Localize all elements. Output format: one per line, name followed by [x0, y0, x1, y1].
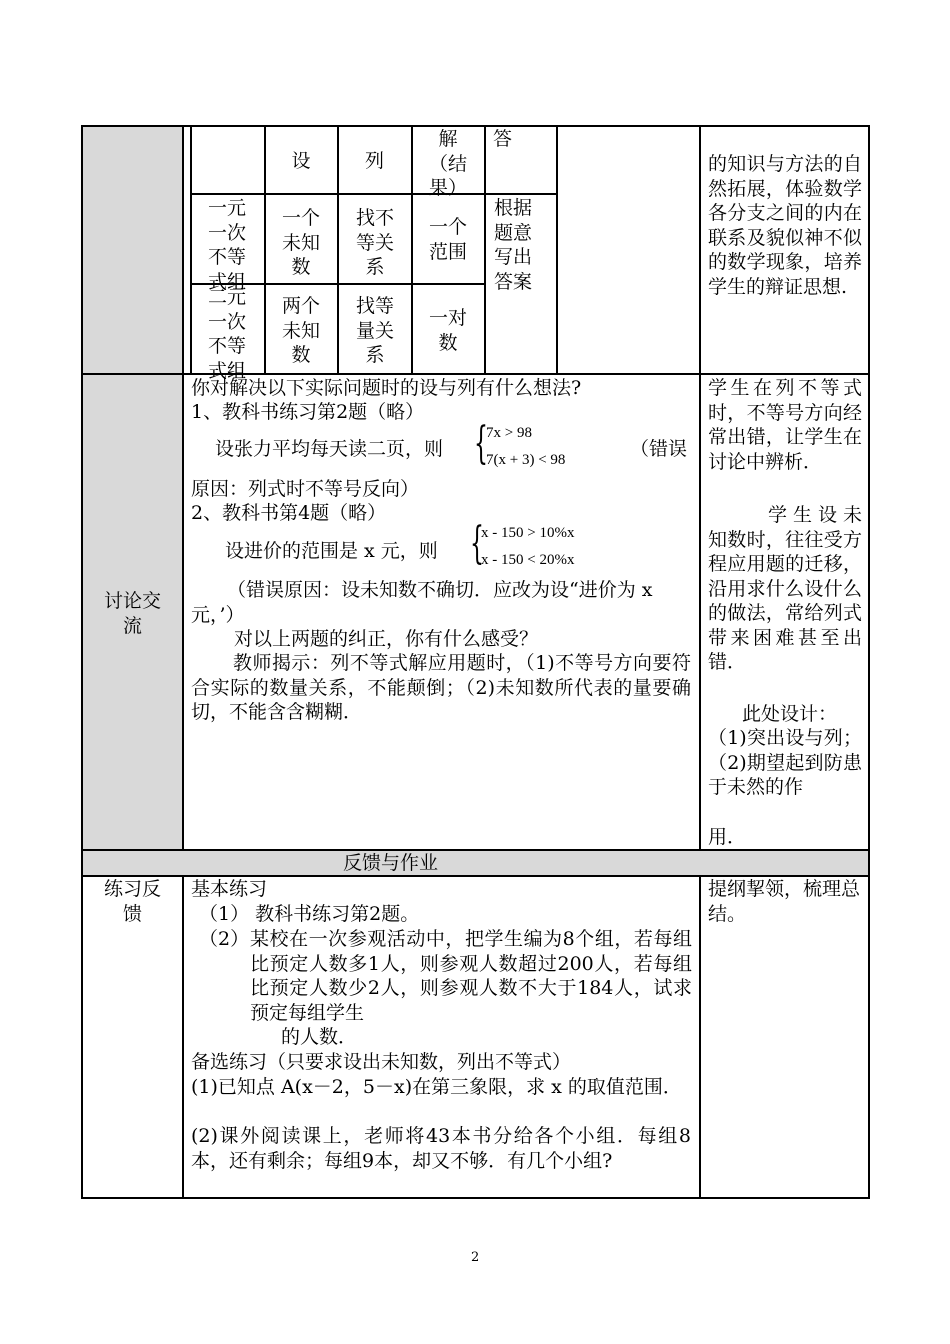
- practice-o2: (2)课外阅读课上，老师将43本书分给各个小组．每组8本，还有剩余；每组9本，却又不够．有几个小组?: [191, 1125, 691, 1172]
- discussion-question: 你对解决以下实际问题时的设与列有什么想法?: [191, 377, 582, 399]
- discussion-teacher: 教师揭示：列不等式解应用题时，（1)不等号方向要符合实际的数量关系，不能颠倒；（2)未知数所代表的量要确切，不能含含糊糊．: [191, 652, 691, 723]
- discussion-note-4: （1)突出设与列；（2)期望起到防患于未然的作: [708, 727, 862, 798]
- discussion-set1: 设张力平均每天读二页，则: [215, 438, 444, 460]
- discussion-note-3: 此处设计：: [742, 703, 838, 725]
- header-she: 设: [291, 150, 311, 172]
- row1-label: 一元一次不等式组: [207, 197, 246, 293]
- row1-she: 一个未知数: [281, 207, 320, 278]
- practice-p2-lead: （2）: [199, 928, 250, 950]
- discussion-set2: 设进价的范围是 x 元，则: [225, 540, 438, 562]
- discussion-err1b: 原因：列式时不等号反向）: [191, 478, 420, 500]
- practice-p2-tail: 的人数．: [281, 1026, 358, 1048]
- practice-basic: 基本练习: [191, 878, 268, 900]
- discussion-note-5: 用．: [708, 826, 747, 848]
- row2-lie: 找等量关系: [355, 295, 394, 366]
- row-da: 根据题意写出答案: [494, 197, 533, 293]
- eq1a: 7x > 98: [486, 425, 532, 441]
- row1-jie: 一个范围: [428, 216, 467, 263]
- left-shade-top: [82, 126, 183, 373]
- discussion-err2: （错误原因：设未知数不确切．应改为设“进价为 x 元，’）: [191, 579, 653, 626]
- header-da: 答: [493, 128, 513, 150]
- practice-optional: 备选练习（只要求设出未知数，列出不等式）: [191, 1051, 572, 1073]
- top-right-note: 的知识与方法的自然拓展，体验数学各分支之间的内在联系及貌似神不似的数学现象，培养学生的辩证思想.: [708, 153, 862, 298]
- practice-label: 练习反馈: [103, 878, 161, 925]
- header-lie: 列: [364, 150, 384, 172]
- practice-p1: （1） 教科书练习第2题。: [199, 903, 420, 925]
- row2-jie: 一对数: [428, 307, 467, 354]
- practice-p2-body: 某校在一次参观活动中，把学生编为8个组，若每组比预定人数多1人，则参观人数超过200人，若每组比预定人数少2人，则参观人数不大于184人，试求预定每组学生: [250, 928, 692, 1024]
- discussion-item2: 2、教科书第4题（略）: [191, 502, 387, 524]
- discussion-note-2: 学生设未知数时，往往受方程应用题的迁移，沿用求什么设什么的做法，常给列式带来困难甚至出错．: [708, 504, 862, 673]
- brace-2: {: [470, 518, 484, 569]
- discussion-note-1: 学生在列不等式时，不等号方向经常出错，让学生在讨论中辨析．: [708, 377, 862, 473]
- row2-she: 两个未知数: [281, 295, 320, 366]
- eq1b: 7(x + 3) < 98: [486, 452, 566, 468]
- discussion-item1: 1、教科书练习第2题（略）: [191, 401, 425, 423]
- header-jie: 解（结果）: [428, 128, 467, 199]
- eq2b: x - 150 < 20%x: [481, 552, 575, 568]
- eq2a: x - 150 > 10%x: [481, 525, 575, 541]
- practice-o1: (1)已知点 A(x－2，5－x)在第三象限，求 x 的取值范围．: [191, 1076, 682, 1098]
- discussion-feel: 对以上两题的纠正，你有什么感受？: [234, 628, 539, 650]
- discussion-err1a: （错误: [630, 438, 688, 460]
- feedback-header: 反馈与作业: [342, 852, 438, 874]
- row2-label: 二元一次不等式组: [207, 286, 246, 382]
- page-number: 2: [471, 1250, 480, 1265]
- practice-note: 提纲挈领，梳理总结。: [708, 878, 861, 925]
- brace-1: {: [474, 418, 488, 469]
- row1-lie: 找不等关系: [355, 207, 394, 278]
- discussion-label: 讨论交流: [103, 590, 161, 637]
